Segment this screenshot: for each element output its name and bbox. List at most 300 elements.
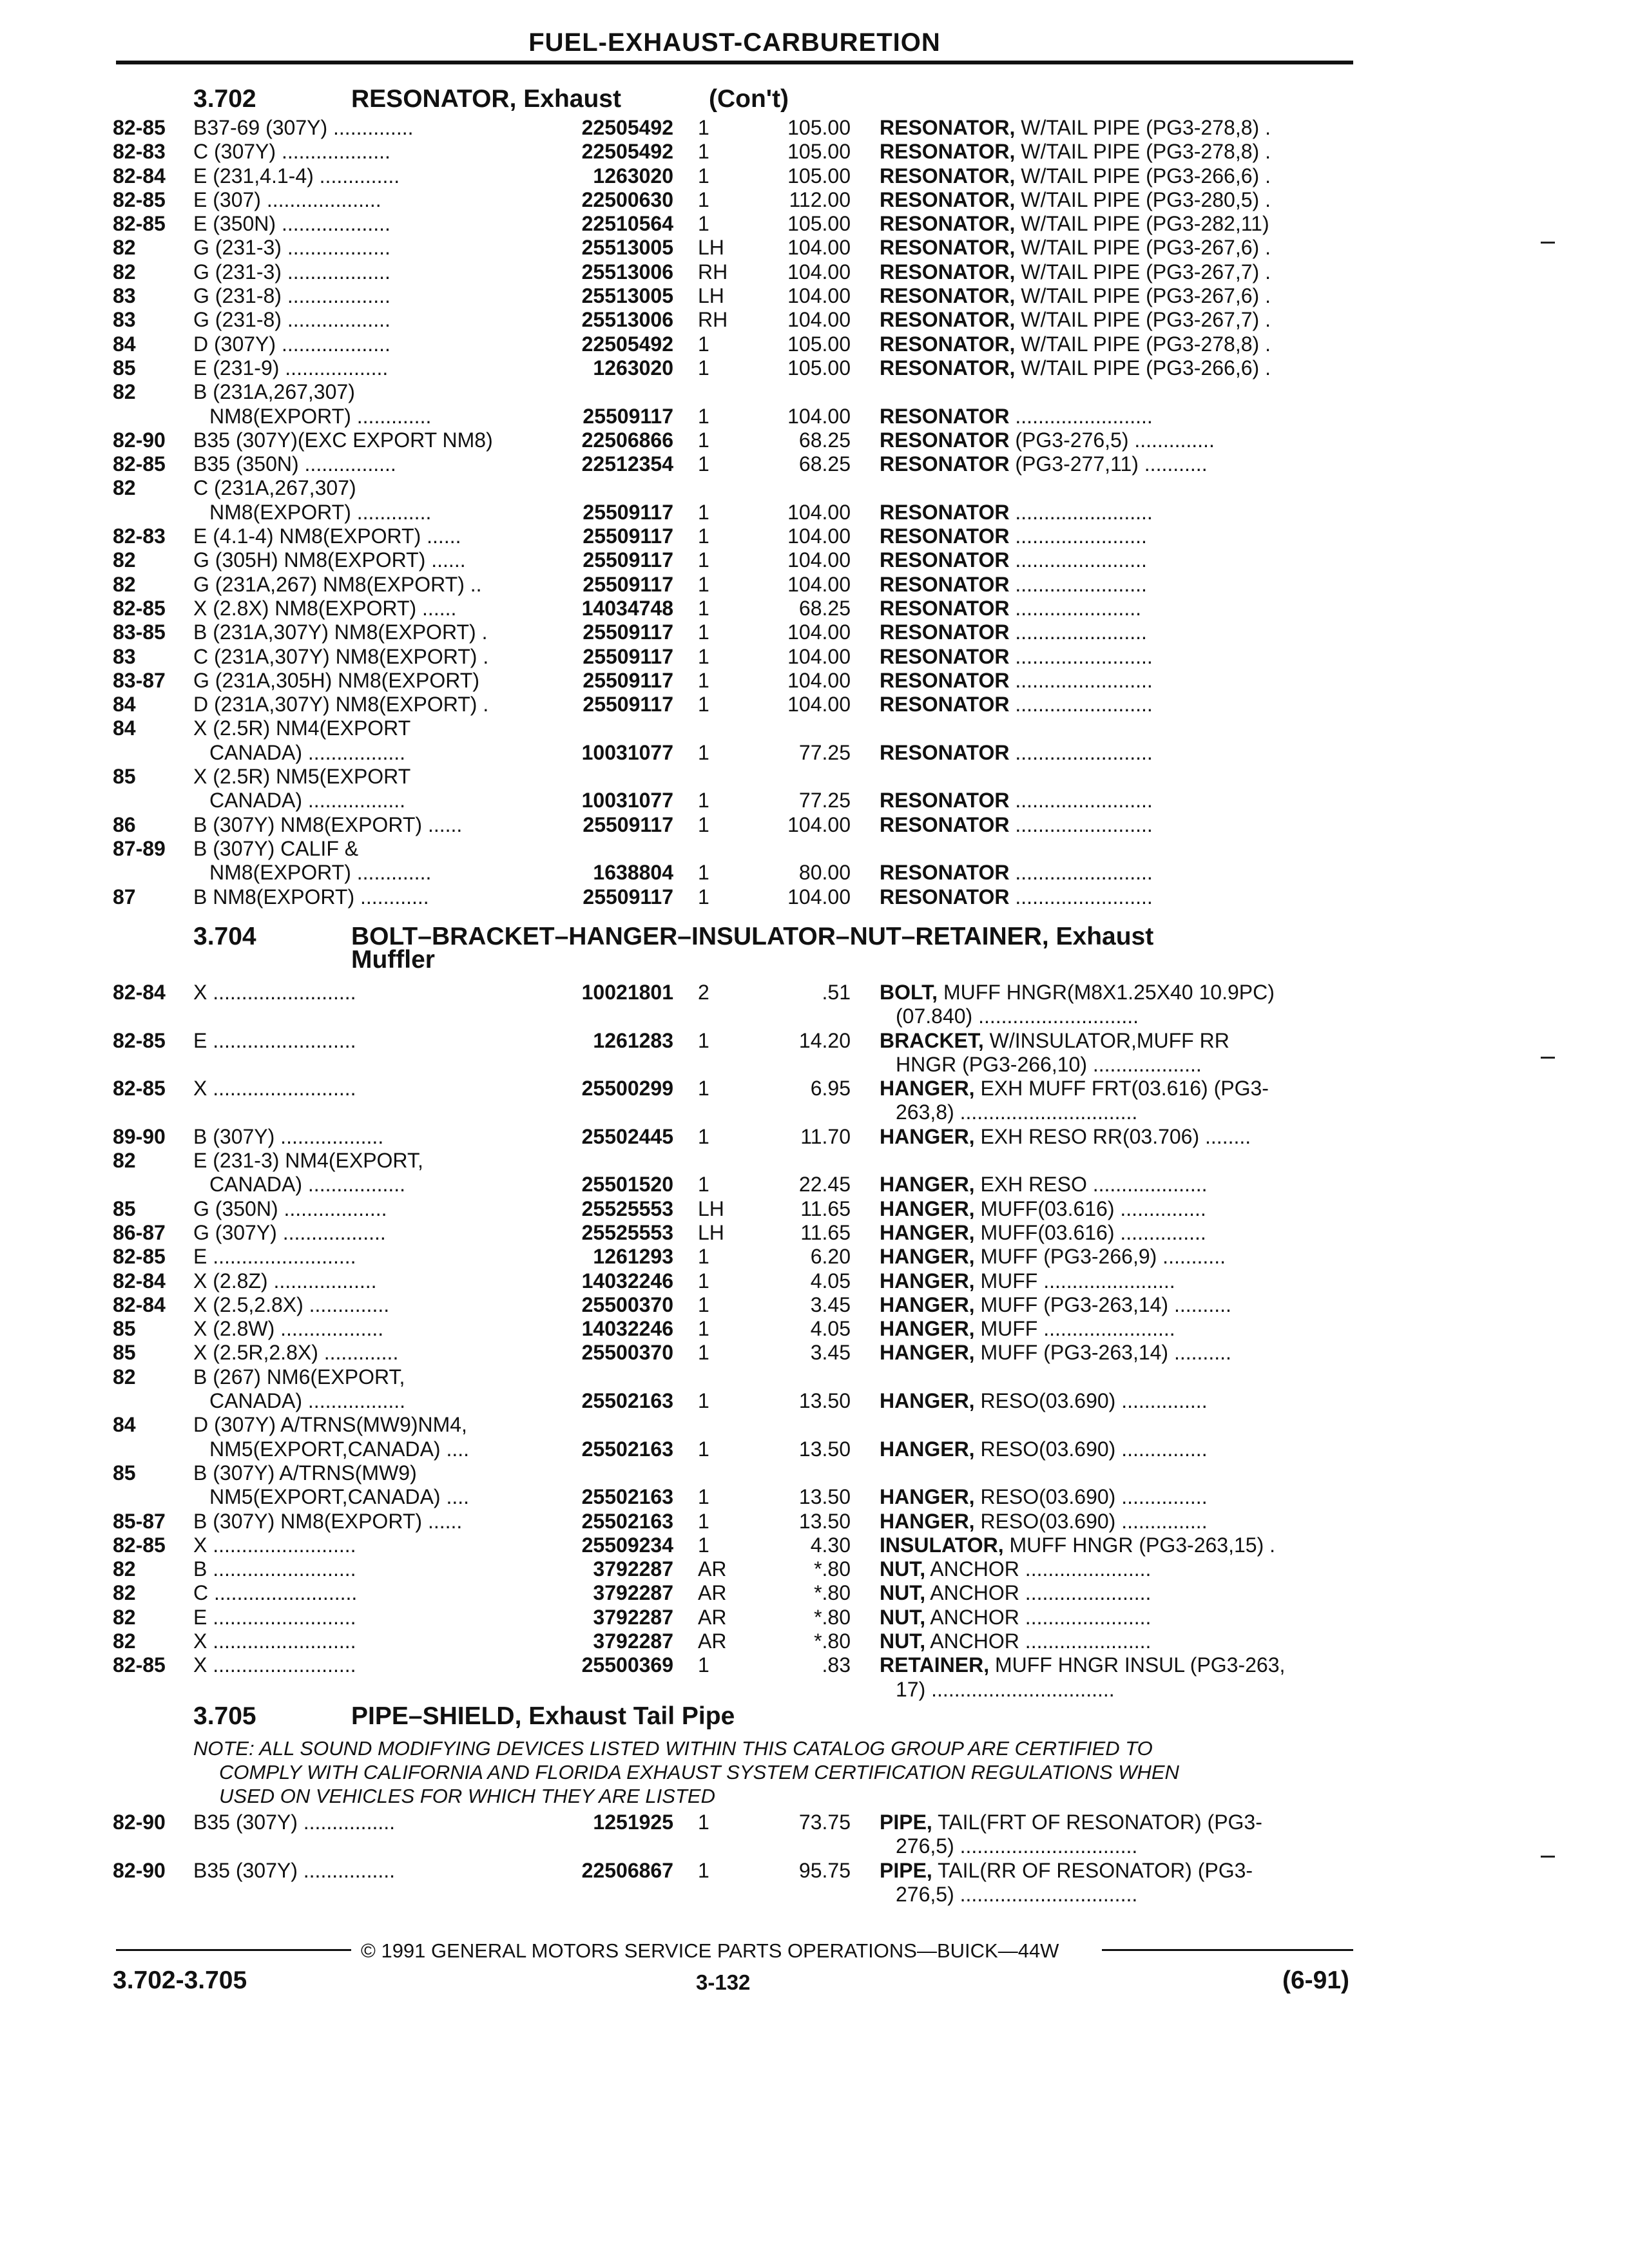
part-name: RESONATOR, [880,212,1016,236]
part-name: RESONATOR, [880,308,1016,332]
part-detail: EXH RESO RR(03.706) ........ [974,1124,1251,1148]
year-range: 87 [113,885,136,908]
part-detail: MUFF ....................... [974,1317,1175,1341]
part-name: RESONATOR [880,740,1010,764]
table-row [0,405,1629,428]
table-row [0,356,1629,380]
model-code: X ......................... [193,981,356,1004]
table-row [0,1510,1629,1533]
model-code: CANADA) ................. [209,740,406,764]
part-detail: ........................ [1009,861,1153,885]
table-row [0,1029,1629,1053]
year-range: 82 [113,1581,136,1605]
quantity: 1 [698,212,709,236]
year-range: 82-84 [113,1293,166,1316]
part-name: BOLT, [880,981,938,1004]
part-number: 22506867 [581,1858,673,1882]
part-name: RESONATOR [880,644,1010,668]
part-name: HANGER, [880,1341,975,1365]
model-code: E (350N) ................... [193,212,390,236]
year-range: 85 [113,1196,136,1220]
part-name: HANGER, [880,1220,975,1244]
quantity: 1 [698,1858,709,1882]
model-code: NM8(EXPORT) ............. [209,404,432,428]
list-price: 105.00 [787,116,851,139]
part-detail: ...................... [1009,596,1141,620]
list-price: 104.00 [787,284,851,308]
model-code: C (307Y) ................... [193,140,390,164]
part-description [880,405,1350,428]
quantity: 1 [698,187,709,211]
table-row [0,1653,1629,1677]
table-row [0,837,1629,861]
table-row [0,1053,1629,1077]
part-detail: MUFF HNGR INSUL (PG3-263, [989,1653,1286,1677]
part-number: 25500370 [581,1341,673,1365]
model-code: B (307Y) A/TRNS(MW9) [193,1461,417,1485]
margin-mark [1541,1856,1555,1858]
year-range: 85 [113,765,136,789]
table-row [0,548,1629,572]
part-detail: W/TAIL PIPE (PG3-266,6) . [1015,164,1271,187]
table-row [0,1004,1629,1028]
list-price: 104.00 [787,404,851,428]
model-code: X ......................... [193,1533,356,1557]
part-detail: MUFF(03.616) ............... [974,1220,1206,1244]
year-range: 82-85 [113,1028,166,1052]
model-code: E (231,4.1-4) .............. [193,164,400,187]
table-row [0,380,1629,404]
year-range: 82-83 [113,524,166,548]
table-row [0,1581,1629,1605]
table-row [0,1221,1629,1245]
part-number: 22512354 [581,452,673,476]
list-price: 104.00 [787,500,851,524]
part-description [880,260,1350,284]
quantity: 1 [698,116,709,139]
part-detail: EXH RESO .................... [974,1173,1208,1196]
part-detail: W/TAIL PIPE (PG3-267,7) . [1015,308,1271,332]
part-detail: MUFF (PG3-263,14) .......... [974,1293,1231,1316]
model-code: G (231-3) .................. [193,260,390,284]
list-price: 104.00 [787,572,851,596]
part-name: RESONATOR [880,428,1010,452]
list-price: 104.00 [787,524,851,548]
table-row [0,789,1629,812]
year-range: 84 [113,332,136,356]
list-price: 105.00 [787,332,851,356]
part-detail: EXH MUFF FRT(03.616) (PG3- [974,1077,1269,1100]
part-number: 1638804 [593,861,673,885]
part-number: 22505492 [581,140,673,164]
part-description [880,1510,1350,1533]
part-name: RESONATOR [880,548,1010,572]
part-name: HANGER, [880,1317,975,1341]
part-name: RESONATOR [880,812,1010,836]
part-name: RESONATOR [880,524,1010,548]
model-code: B NM8(EXPORT) ............ [193,885,429,908]
part-detail: ........................ [1009,693,1153,716]
part-detail: ANCHOR ...................... [925,1581,1152,1605]
part-detail: TAIL(RR OF RESONATOR) (PG3- [932,1858,1253,1882]
part-name: RESONATOR [880,404,1010,428]
part-name: NUT, [880,1605,926,1629]
part-description [880,428,1350,452]
model-code: B (231A,267,307) [193,380,355,404]
quantity: 1 [698,1389,709,1413]
list-price: *.80 [814,1605,851,1629]
year-range: 82-85 [113,212,166,236]
part-name: RESONATOR, [880,140,1016,164]
quantity: 1 [698,620,709,644]
year-range: 83-85 [113,620,166,644]
quantity: 1 [698,164,709,187]
part-description [880,308,1350,332]
table-row [0,452,1629,476]
part-name: RESONATOR [880,693,1010,716]
model-code: B (231A,307Y) NM8(EXPORT) . [193,620,488,644]
year-range: 82-85 [113,1533,166,1557]
part-description [880,332,1350,356]
model-code: X (2.8W) .................. [193,1317,384,1341]
model-code: D (231A,307Y) NM8(EXPORT) . [193,693,489,716]
part-detail: W/INSULATOR,MUFF RR [983,1028,1229,1052]
section-number: 3.705 [193,1702,256,1730]
list-price: 11.65 [800,1220,851,1244]
model-code: X (2.8X) NM8(EXPORT) ...... [193,596,457,620]
quantity: 1 [698,356,709,380]
model-code: NM8(EXPORT) ............. [209,861,432,885]
part-detail: 263,8) ............................... [896,1100,1138,1124]
part-number: 10021801 [581,981,673,1004]
part-detail: (PG3-277,11) ........... [1009,452,1208,476]
model-code: G (231-8) .................. [193,284,390,308]
part-description [880,1341,1350,1365]
year-range: 85 [113,1341,136,1365]
year-range: 82-90 [113,1811,166,1834]
part-number: 25502163 [581,1437,673,1461]
quantity: 1 [698,140,709,164]
part-detail: W/TAIL PIPE (PG3-267,7) . [1015,260,1271,284]
part-description [880,1629,1350,1653]
part-detail: ANCHOR ...................... [925,1629,1152,1653]
quantity: 1 [698,740,709,764]
quantity: 1 [698,1437,709,1461]
table-row [0,885,1629,909]
year-range: 86 [113,812,136,836]
year-range: 82 [113,236,136,260]
quantity: 1 [698,332,709,356]
table-row [0,813,1629,837]
part-name: BRACKET, [880,1028,984,1052]
quantity: 2 [698,981,709,1004]
part-number: 25509117 [583,644,673,668]
list-price: 95.75 [798,1858,851,1882]
list-price: 104.00 [787,620,851,644]
list-price: 13.50 [798,1437,851,1461]
part-number: 22505492 [581,116,673,139]
table-row [0,164,1629,188]
model-code: X ......................... [193,1653,356,1677]
header-rule [116,61,1353,64]
list-price: *.80 [814,1629,851,1653]
year-range: 82-85 [113,452,166,476]
table-row [0,1173,1629,1196]
part-detail: 276,5) ............................... [896,1834,1138,1858]
table-row [0,1365,1629,1389]
part-number: 14032246 [581,1269,673,1293]
table-row [0,716,1629,740]
part-description [880,1811,1350,1834]
part-description [880,1317,1350,1341]
parts-list-3705 [0,1811,1629,1907]
part-description [880,981,1350,1004]
part-description [880,1293,1350,1317]
model-code: B (307Y) NM8(EXPORT) ...... [193,812,463,836]
quantity: 1 [698,548,709,572]
table-row [0,212,1629,236]
part-description [896,1004,1350,1028]
part-number: 25513006 [581,308,673,332]
parts-list-3704 [0,981,1629,1702]
quantity: 1 [698,404,709,428]
quantity: 1 [698,500,709,524]
model-code: G (231A,305H) NM8(EXPORT) [193,668,479,692]
year-range: 82-85 [113,1653,166,1677]
part-detail: HNGR (PG3-266,10) ................... [896,1052,1202,1076]
part-number: 1263020 [593,164,673,187]
margin-mark [1541,1057,1555,1059]
part-number: 25509117 [583,668,673,692]
part-detail: ....................... [1009,572,1147,596]
table-row [0,260,1629,284]
footer-date-code: (6-91) [1282,1966,1350,1994]
year-range: 82-84 [113,1269,166,1293]
table-row [0,501,1629,524]
list-price: 104.00 [787,260,851,284]
year-range: 82 [113,1557,136,1581]
year-range: 82 [113,380,136,404]
table-row [0,620,1629,644]
part-name: RESONATOR [880,572,1010,596]
model-code: B35 (307Y) ................ [193,1811,396,1834]
model-code: C (231A,267,307) [193,476,356,500]
year-range: 85 [113,356,136,380]
margin-mark [1541,242,1555,244]
table-row [0,476,1629,500]
table-row [0,1197,1629,1221]
list-price: 11.65 [800,1196,851,1220]
model-code: X (2.8Z) .................. [193,1269,377,1293]
part-number: 25502445 [581,1124,673,1148]
part-description [880,597,1350,620]
list-price: 73.75 [798,1811,851,1834]
table-row [0,1077,1629,1100]
part-name: RESONATOR [880,500,1010,524]
table-row [0,597,1629,620]
part-description [880,236,1350,260]
part-name: HANGER, [880,1269,975,1293]
model-code: CANADA) ................. [209,1173,406,1196]
part-name: PIPE, [880,1858,932,1882]
year-range: 82 [113,476,136,500]
list-price: 13.50 [798,1389,851,1413]
part-detail: ....................... [1009,524,1147,548]
part-detail: ANCHOR ...................... [925,1605,1152,1629]
year-range: 82 [113,1629,136,1653]
model-code: B37-69 (307Y) .............. [193,116,414,139]
part-detail: MUFF HNGR (PG3-263,15) . [1003,1533,1275,1557]
year-range: 82-84 [113,164,166,187]
model-code: CANADA) ................. [209,1389,406,1413]
part-number: 25509234 [581,1533,673,1557]
part-description [880,1125,1350,1149]
part-detail: W/TAIL PIPE (PG3-267,6) . [1015,284,1271,308]
model-code: CANADA) ................. [209,789,406,812]
model-code: D (307Y) A/TRNS(MW9)NM4, [193,1413,467,1437]
model-code: G (350N) .................. [193,1196,387,1220]
year-range: 82 [113,260,136,284]
part-name: RESONATOR [880,452,1010,476]
part-description [880,669,1350,693]
year-range: 82 [113,548,136,572]
part-detail: (07.840) ............................ [896,1004,1139,1028]
part-description [880,140,1350,164]
quantity: 1 [698,1533,709,1557]
model-code: E ......................... [193,1245,356,1269]
year-range: 82 [113,1365,136,1389]
list-price: .83 [822,1653,851,1677]
model-code: B ......................... [193,1557,356,1581]
list-price: 68.25 [798,428,851,452]
part-detail: 276,5) ............................... [896,1882,1138,1906]
quantity: 1 [698,572,709,596]
model-code: X (2.5R) NM5(EXPORT [193,765,411,789]
part-description [896,1834,1350,1858]
year-range: 85 [113,1461,136,1485]
model-code: G (231-8) .................. [193,308,390,332]
part-detail: MUFF (PG3-266,9) ........... [974,1245,1226,1269]
year-range: 82-85 [113,596,166,620]
list-price: 104.00 [787,308,851,332]
model-code: X ......................... [193,1629,356,1653]
quantity: 1 [698,1317,709,1341]
table-row [0,1100,1629,1124]
part-description [880,1606,1350,1629]
part-detail: RESO(03.690) ............... [974,1509,1208,1533]
list-price: 68.25 [798,452,851,476]
part-number: 25509117 [583,548,673,572]
part-description [880,1197,1350,1221]
part-number: 1263020 [593,356,673,380]
part-detail: ........................ [1009,789,1153,812]
part-number: 25509117 [583,620,673,644]
part-detail: W/TAIL PIPE (PG3-280,5) . [1015,187,1271,211]
quantity: 1 [698,789,709,812]
year-range: 89-90 [113,1124,166,1148]
model-code: B (307Y) .................. [193,1124,384,1148]
part-number: 25509117 [583,404,673,428]
part-number: 14034748 [581,596,673,620]
year-range: 82 [113,1605,136,1629]
part-number: 25525553 [581,1196,673,1220]
year-range: 87-89 [113,836,166,860]
part-detail: MUFF HNGR(M8X1.25X40 10.9PC) [938,981,1275,1004]
quantity: AR [698,1629,727,1653]
table-row [0,1883,1629,1907]
year-range: 84 [113,693,136,716]
table-row [0,524,1629,548]
part-detail: ........................ [1009,644,1153,668]
part-number: 25502163 [581,1485,673,1509]
part-description [880,1437,1350,1461]
part-number: 25513005 [581,236,673,260]
part-name: NUT, [880,1557,926,1581]
list-price: 77.25 [798,789,851,812]
model-code: G (231A,267) NM8(EXPORT) .. [193,572,482,596]
part-number: 22500630 [581,187,673,211]
table-row [0,1269,1629,1293]
section-title: PIPE–SHIELD, Exhaust Tail Pipe [351,1702,735,1730]
model-code: E ......................... [193,1028,356,1052]
year-range: 82-83 [113,140,166,164]
part-number: 25509117 [583,812,673,836]
part-name: RESONATOR [880,861,1010,885]
quantity: LH [698,1196,724,1220]
year-range: 82-85 [113,116,166,139]
table-row [0,1629,1629,1653]
part-number: 25509117 [583,524,673,548]
quantity: AR [698,1581,727,1605]
quantity: 1 [698,1811,709,1834]
part-description [880,501,1350,524]
table-row [0,693,1629,716]
table-row [0,1245,1629,1269]
part-detail: 17) ................................ [896,1677,1115,1701]
quantity: 1 [698,1485,709,1509]
part-name: RESONATOR, [880,260,1016,284]
part-description [880,284,1350,308]
part-description [880,885,1350,909]
quantity: 1 [698,812,709,836]
part-number: 25509117 [583,693,673,716]
part-number: 25500369 [581,1653,673,1677]
model-code: NM5(EXPORT,CANADA) .... [209,1437,470,1461]
quantity: 1 [698,1269,709,1293]
part-description [896,1678,1350,1702]
part-description [880,524,1350,548]
part-name: HANGER, [880,1389,975,1413]
part-detail: MUFF ....................... [974,1269,1175,1293]
part-description [880,789,1350,812]
part-description [880,1533,1350,1557]
model-code: E (231-3) NM4(EXPORT, [193,1149,423,1173]
part-detail: ANCHOR ...................... [925,1557,1152,1581]
year-range: 82-85 [113,187,166,211]
list-price: 104.00 [787,548,851,572]
quantity: 1 [698,524,709,548]
quantity: 1 [698,1653,709,1677]
list-price: 6.20 [810,1245,851,1269]
part-description [880,645,1350,669]
part-description [880,573,1350,597]
list-price: 6.95 [810,1077,851,1100]
part-description [880,1581,1350,1605]
quantity: LH [698,284,724,308]
table-row [0,741,1629,765]
model-code: X (2.5R,2.8X) ............. [193,1341,399,1365]
quantity: 1 [698,1077,709,1100]
